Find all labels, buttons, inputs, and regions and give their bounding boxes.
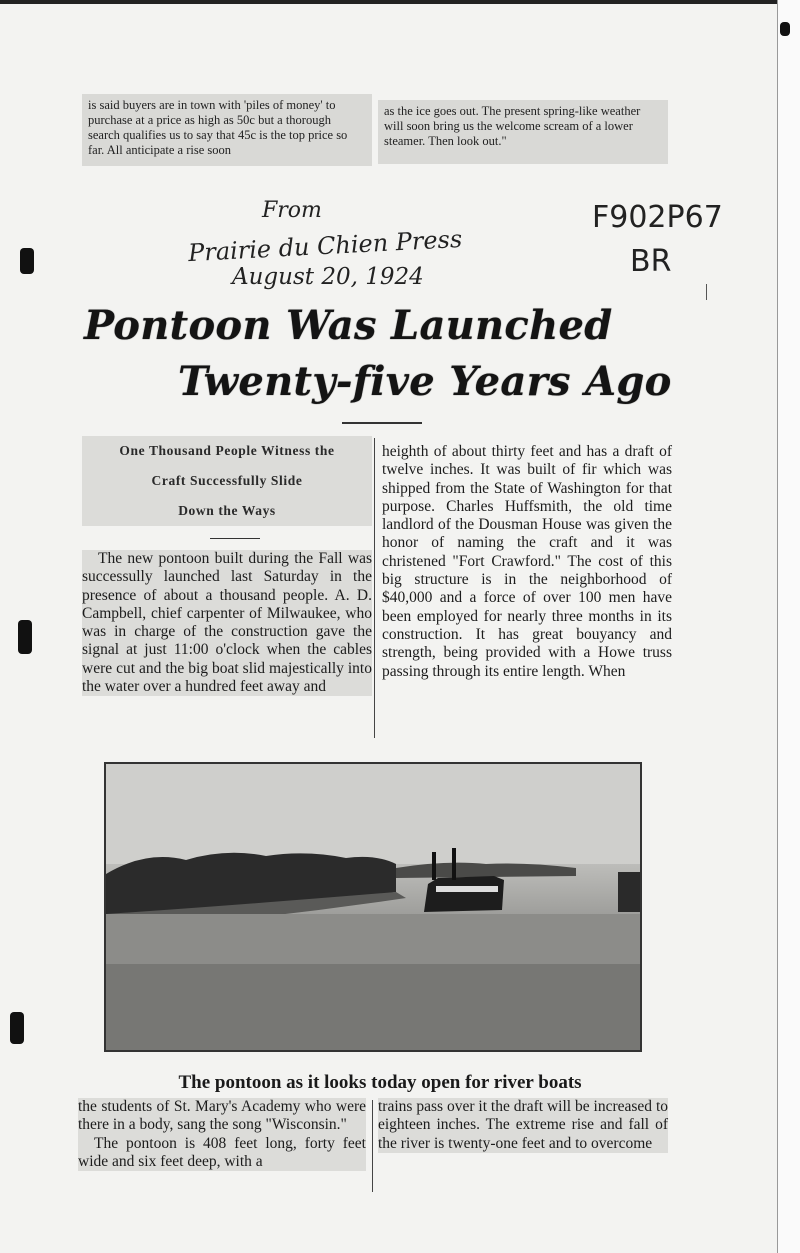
- article-column-1-text: The new pontoon built during the Fall was successully launched last Saturday in the presence of about a thousand people. A. D. Campbell, chief carpenter of Milwaukee, who was in charge of the construction gave the signal at just 11:00 o'clock when the cables were cut and the big boat slid majestically into the water over a hundred feet away and: [82, 550, 372, 696]
- article-column-4: [378, 1098, 668, 1153]
- article-column-2: [382, 443, 672, 681]
- deck-box: [82, 436, 372, 526]
- punch-hole-mark: [18, 620, 32, 654]
- article-column-3-p2: The pontoon is 408 feet long, forty feet wide and six feet deep, with a: [78, 1134, 366, 1170]
- top-clipping-right: [378, 100, 668, 164]
- handwritten-initials: BR: [630, 244, 672, 279]
- article-column-1: [82, 550, 372, 696]
- deck-rule: [210, 538, 260, 539]
- punch-hole-mark: [20, 248, 34, 274]
- handwritten-catalog-number: F902P67: [592, 200, 723, 235]
- photo-caption: The pontoon as it looks today open for river boats: [178, 1072, 582, 1093]
- deck-line-3: Down the Ways: [178, 503, 276, 518]
- punch-hole-mark: [10, 1012, 24, 1044]
- top-clipping-right-text: as the ice goes out. The present spring-like weather will soon bring us the welcome scream of a lower steamer. Then look out.": [384, 104, 641, 148]
- article-column-3: [78, 1098, 366, 1171]
- column-divider: [374, 438, 375, 738]
- headline-rule: [342, 422, 422, 424]
- headline-line-2: Twenty-five Years Ago: [178, 358, 672, 405]
- article-column-3-p1: the students of St. Mary's Academy who were there in a body, sang the song "Wisconsin.": [78, 1098, 366, 1134]
- scan-right-edge: [777, 0, 800, 1253]
- column-divider-bottom: [372, 1100, 373, 1192]
- top-clipping-left: [82, 94, 372, 166]
- deck-line-1: One Thousand People Witness the: [119, 443, 335, 458]
- article-column-4-text: trains pass over it the draft will be increased to eighteen inches. The extreme rise and fall of the river is twenty-one feet and to overcome: [378, 1098, 668, 1152]
- top-clipping-left-text: is said buyers are in town with 'piles of money' to purchase at a price as high as 50c but a thorough search qualifies us to say that 45c is the top price so far. All anticipate a rise soon: [88, 98, 348, 157]
- deck-line-2: Craft Successfully Slide: [151, 473, 303, 488]
- punch-hole-mark: [780, 22, 790, 36]
- pontoon-photo: [104, 762, 642, 1052]
- headline-line-1: Pontoon Was Launched: [84, 302, 613, 349]
- handwritten-source: Prairie du Chien Press: [187, 224, 463, 268]
- handwritten-from: From: [262, 198, 322, 223]
- article-column-2-text: heighth of about thirty feet and has a draft of twelve inches. It was built of fir which was shipped from the State of Washington for that purpose. Charles Huffsmith, the old time landlord of the Dousman House was given the honor of naming the craft and it was christened "Fort Crawford." The cost of this big structure is in the neighborhood of $40,000 and a force of over 100 men have been employed for nearly three months in its construction. It has great bouyancy and strength, being provided with a Howe truss passing through its entire length. When: [382, 443, 672, 680]
- pencil-mark: [706, 284, 707, 300]
- scan-top-edge: [0, 0, 800, 4]
- handwritten-date: August 20, 1924: [232, 264, 424, 290]
